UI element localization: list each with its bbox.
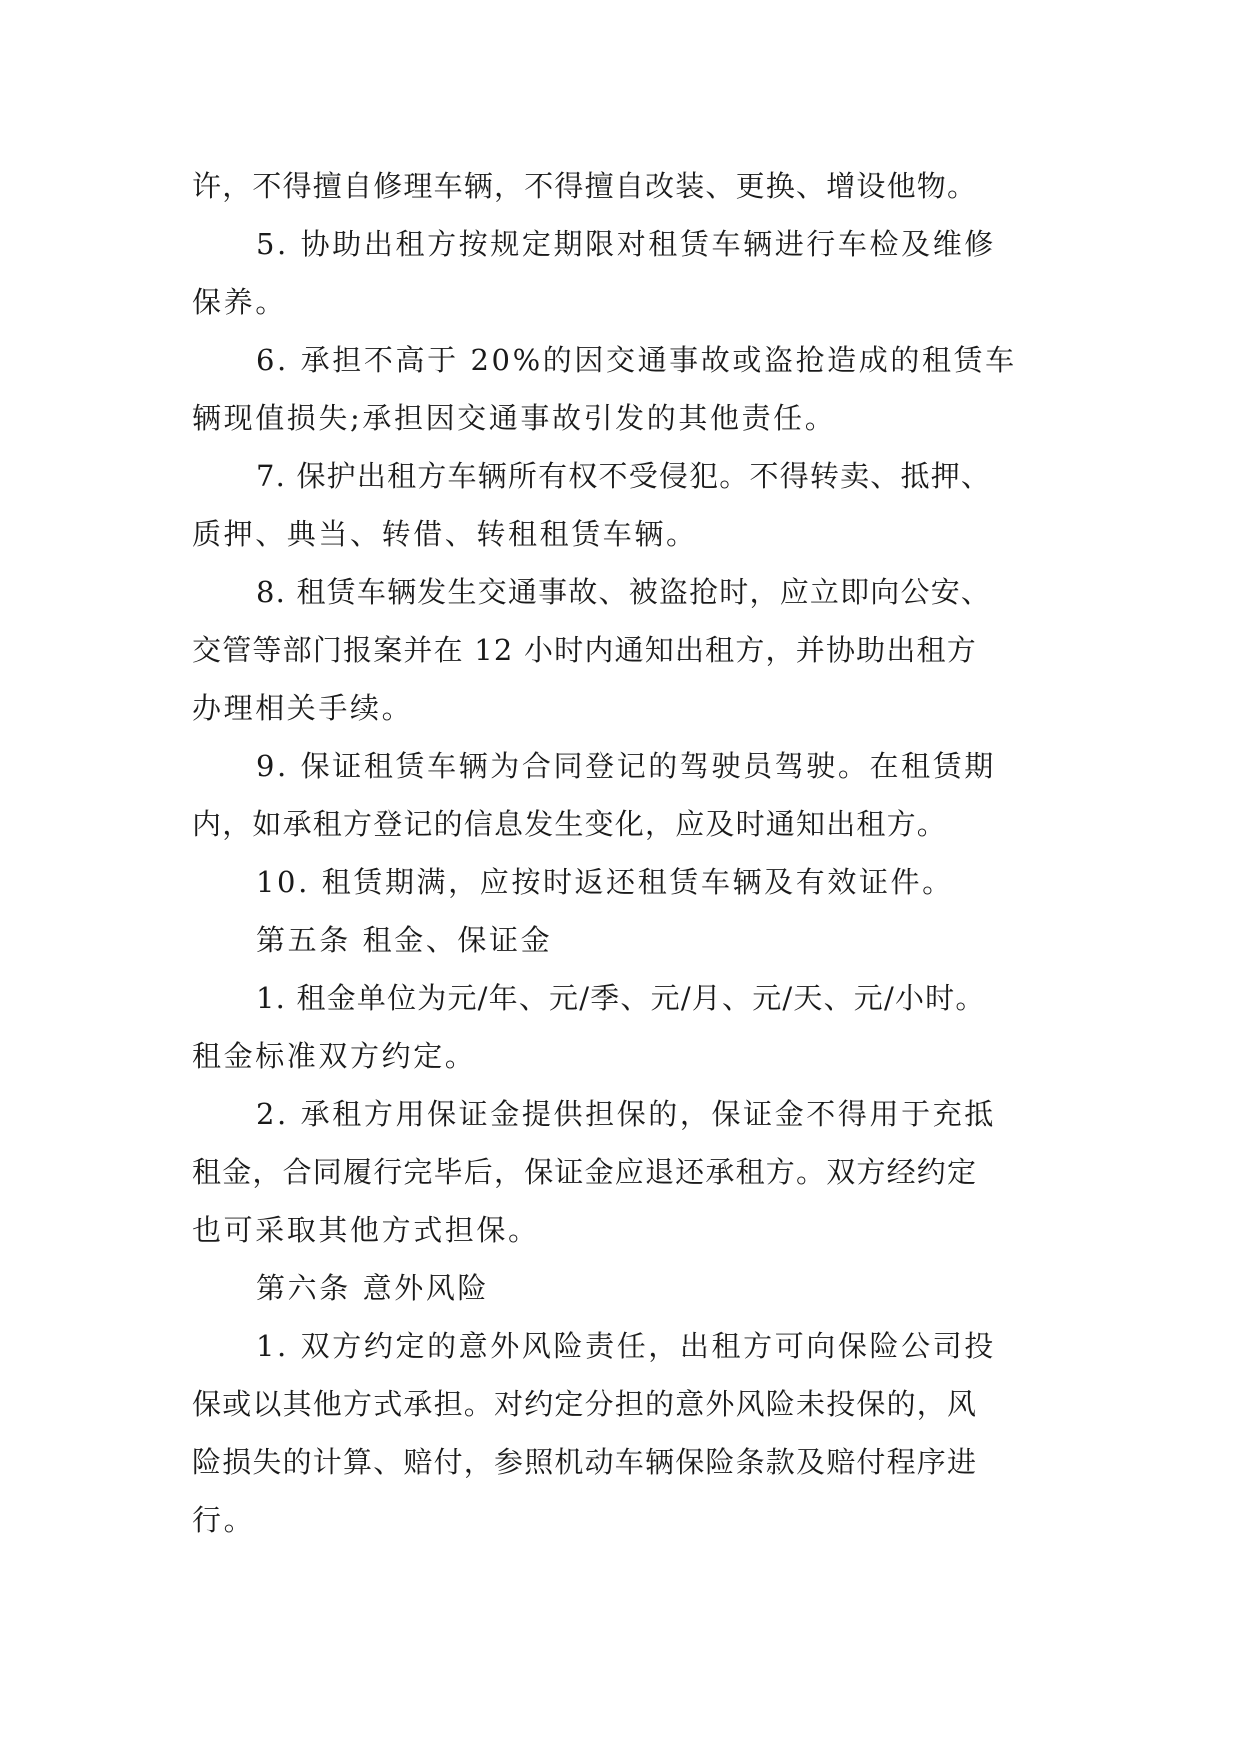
paragraph-line: 保养。 (192, 285, 287, 319)
clause-item-8: 8. 租赁车辆发生交通事故、被盗抢时，应立即向公安、 (256, 575, 992, 609)
paragraph-line: 质押、典当、转借、转租租赁车辆。 (192, 517, 698, 551)
paragraph-line: 办理相关手续。 (192, 691, 414, 725)
paragraph-line: 行。 (192, 1503, 256, 1537)
paragraph-line: 交管等部门报案并在 12 小时内通知出租方，并协助出租方 (192, 633, 977, 667)
paragraph-line: 也可采取其他方式担保。 (192, 1213, 540, 1247)
section-heading-article-5: 第五条 租金、保证金 (256, 923, 553, 957)
section-heading-article-6: 第六条 意外风险 (256, 1271, 490, 1305)
paragraph-line: 租金标准双方约定。 (192, 1039, 477, 1073)
clause-item-7: 7. 保护出租方车辆所有权不受侵犯。不得转卖、抵押、 (256, 459, 992, 493)
clause-item-1: 1. 租金单位为元/年、元/季、元/月、元/天、元/小时。 (256, 981, 986, 1015)
paragraph-line: 保或以其他方式承担。对约定分担的意外风险未投保的，风 (192, 1387, 978, 1421)
clause-item-6: 6. 承担不高于 20%的因交通事故或盗抢造成的租赁车 (256, 343, 1017, 377)
contract-body (192, 157, 1052, 1549)
paragraph-line: 内，如承租方登记的信息发生变化，应及时通知出租方。 (192, 807, 948, 841)
paragraph-line: 租金，合同履行完毕后，保证金应退还承租方。双方经约定 (192, 1155, 978, 1189)
clause-item-9: 9. 保证租赁车辆为合同登记的驾驶员驾驶。在租赁期 (256, 749, 996, 783)
paragraph-line: 险损失的计算、赔付，参照机动车辆保险条款及赔付程序进 (192, 1445, 978, 1479)
clause-item-1: 1. 双方约定的意外风险责任，出租方可向保险公司投 (256, 1329, 996, 1363)
clause-item-5: 5. 协助出租方按规定期限对租赁车辆进行车检及维修 (256, 227, 996, 261)
clause-item-2: 2. 承租方用保证金提供担保的，保证金不得用于充抵 (256, 1097, 996, 1131)
paragraph-line: 许，不得擅自修理车辆，不得擅自改装、更换、增设他物。 (192, 169, 978, 203)
clause-item-10: 10. 租赁期满，应按时返还租赁车辆及有效证件。 (256, 865, 954, 899)
paragraph-line: 辆现值损失;承担因交通事故引发的其他责任。 (192, 401, 837, 435)
